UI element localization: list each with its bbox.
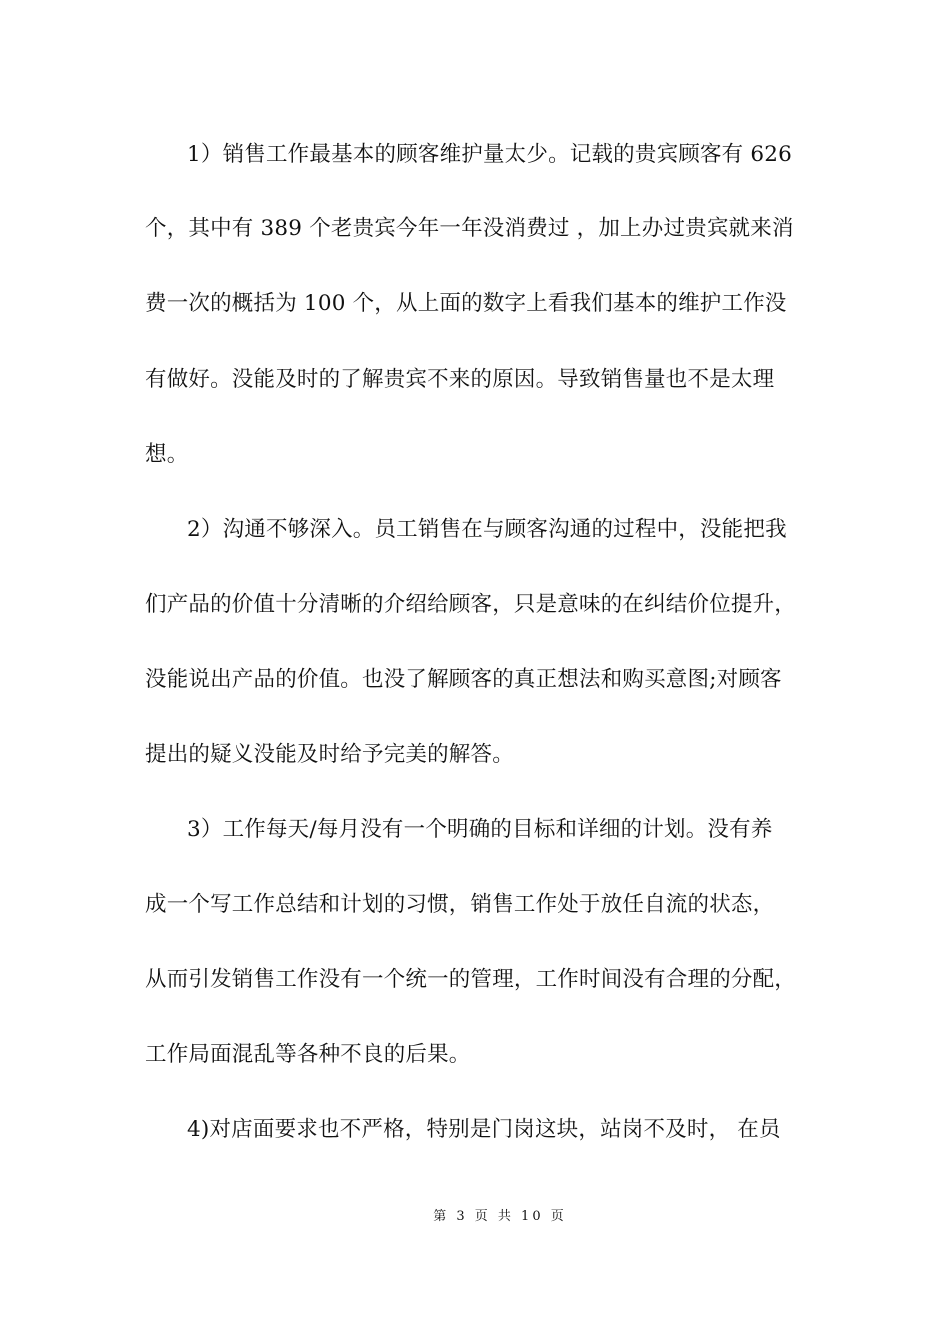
- paragraph-3-line-3: 从而引发销售工作没有一个统一的管理，工作时间没有合理的分配，: [145, 967, 797, 992]
- paragraph-3-line-4: 工作局面混乱等各种不良的后果。: [145, 1042, 471, 1067]
- paragraph-2-line-1: 2）沟通不够深入。员工销售在与顾客沟通的过程中，没能把我: [187, 517, 787, 542]
- paragraph-3-line-1: 3）工作每天/每月没有一个明确的目标和详细的计划。没有养: [187, 817, 773, 842]
- paragraph-3-line-2: 成一个写工作总结和计划的习惯，销售工作处于放任自流的状态，: [145, 892, 775, 917]
- paragraph-4-line-1: 4)对店面要求也不严格，特别是门岗这块，站岗不及时， 在员: [187, 1117, 781, 1142]
- paragraph-1-line-5: 想。: [145, 442, 189, 467]
- paragraph-2-line-3: 没能说出产品的价值。也没了解顾客的真正想法和购买意图;对顾客: [145, 667, 782, 692]
- paragraph-1-line-1: 1）销售工作最基本的顾客维护量太少。记载的贵宾顾客有 626: [187, 142, 793, 167]
- page-footer: [0, 1208, 950, 1226]
- page-number: 第 3 页 共 10 页: [433, 1209, 567, 1224]
- paragraph-1-line-3: 费一次的概括为 100 个，从上面的数字上看我们基本的维护工作没: [145, 291, 787, 316]
- paragraph-2-line-4: 提出的疑义没能及时给予完美的解答。: [145, 742, 514, 767]
- paragraph-2-line-2: 们产品的价值十分清晰的介绍给顾客，只是意味的在纠结价位提升，: [145, 592, 797, 617]
- paragraph-1-line-4: 有做好。没能及时的了解贵宾不来的原因。导致销售量也不是太理: [145, 367, 775, 392]
- paragraph-1-line-2: 个，其中有 389 个老贵宾今年一年没消费过 ，加上办过贵宾就来消: [145, 216, 794, 241]
